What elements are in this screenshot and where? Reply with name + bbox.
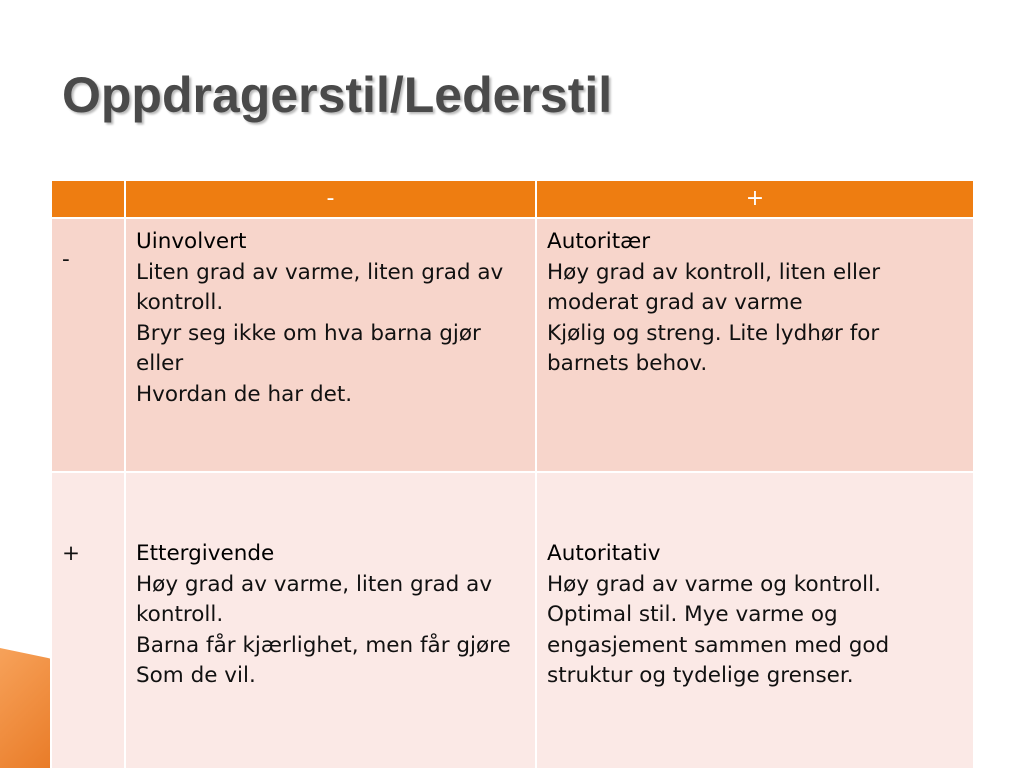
cell-line: Optimal stil. Mye varme og engasjement sammen med god struktur og tydelige grenser.: [547, 602, 890, 688]
cell-uinvolvert: [125, 218, 536, 472]
cell-line: Som de vil.: [136, 663, 256, 688]
table-row-plus: [51, 472, 974, 768]
cell-line: Barna får kjærlighet, men får gjøre: [136, 632, 511, 658]
header-plus-cell: +: [536, 180, 974, 218]
row-label-plus: +: [51, 472, 125, 768]
cell-line: Høy grad av kontroll, liten eller moderat grad av varme: [547, 259, 881, 315]
cell-heading: Autoritær: [547, 229, 651, 254]
cell-line: Hvordan de har det.: [136, 381, 353, 407]
cell-line: Høy grad av varme og kontroll.: [547, 571, 881, 597]
cell-line: Bryr seg ikke om hva barna gjør eller: [136, 320, 481, 376]
cell-heading: Autoritativ: [547, 541, 661, 566]
cell-line: Høy grad av varme, liten grad av kontroll.: [136, 571, 493, 627]
cell-heading: Ettergivende: [136, 541, 275, 566]
cell-line: Kjølig og streng. Lite lydhør for barnets behov.: [547, 320, 880, 376]
table-header-row: [51, 180, 974, 218]
parenting-style-table: [50, 179, 975, 768]
header-corner-cell: [51, 180, 125, 218]
row-label-minus: -: [51, 218, 125, 472]
cell-heading: Uinvolvert: [136, 229, 247, 254]
cell-autoritaer: [536, 218, 974, 472]
cell-ettergivende: [125, 472, 536, 768]
cell-line: Liten grad av varme, liten grad av kontroll.: [136, 259, 504, 315]
slide-title: Oppdragerstil/Lederstil: [62, 67, 613, 123]
header-minus-cell: -: [125, 180, 536, 218]
cell-autoritativ: [536, 472, 974, 768]
table-row-minus: [51, 218, 974, 472]
